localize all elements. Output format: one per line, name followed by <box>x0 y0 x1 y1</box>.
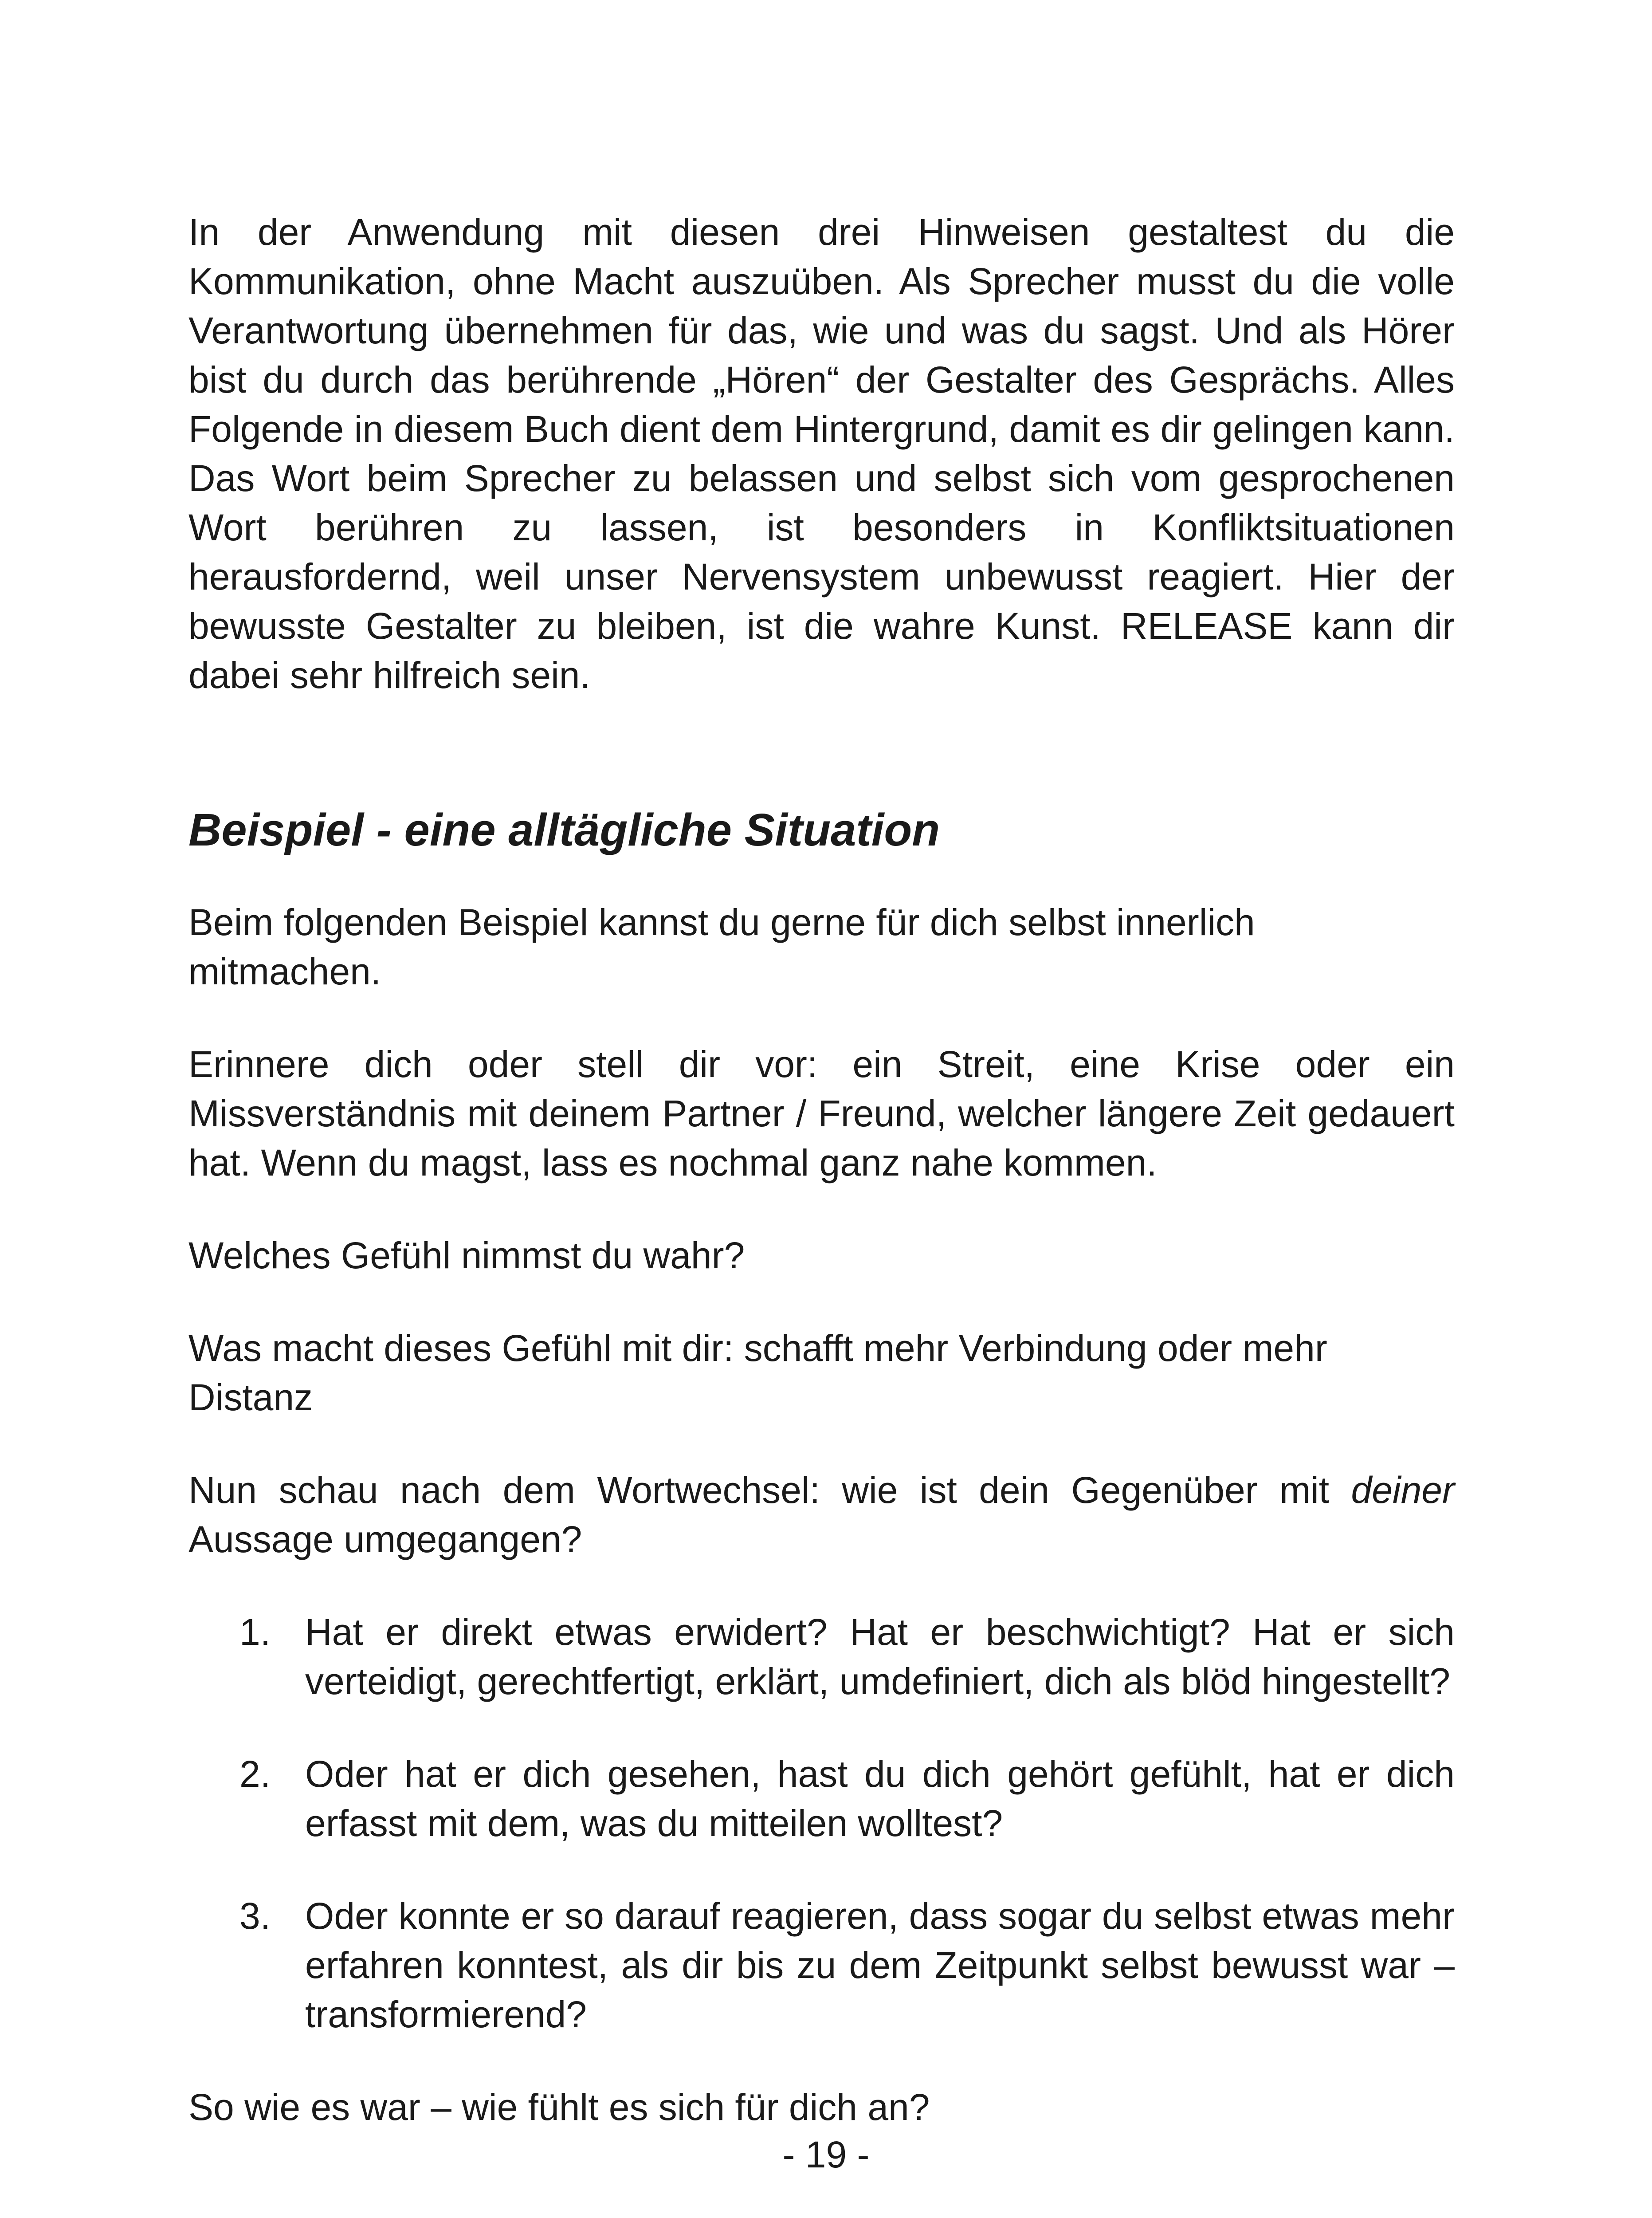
page-body <box>188 208 1455 2132</box>
list-item <box>188 1892 1455 2039</box>
intro-paragraph: In der Anwendung mit diesen drei Hinweisen gestaltest du die Kommunikation, ohne Macht auszuüben. Als Sprecher musst du die volle Verantwortung übernehmen für das, wie und was du sagst. Und als Hörer bist du durch das berührende „Hören“ der Gestalter des Gesprächs. Alles Folgende in diesem Buch dient dem Hintergrund, damit es dir gelingen kann. Das Wort beim Sprecher zu belassen und selbst sich vom gesprochenen Wort berühren zu lassen, ist besonders in Konfliktsituationen herausfordernd, weil unser Nervensystem unbewusst reagiert. Hier der bewusste Gestalter zu bleiben, ist die wahre Kunst. RELEASE kann dir dabei sehr hilfreich sein. <box>188 211 1455 696</box>
section-heading: Beispiel - eine alltägliche Situation <box>188 804 940 855</box>
paragraph-5-emphasis: deiner <box>1351 1469 1455 1511</box>
numbered-list <box>188 1608 1455 2039</box>
list-item-text: Oder hat er dich gesehen, hast du dich gehört gefühlt, hat er dich erfasst mit dem, was du mitteilen wolltest? <box>305 1753 1455 1844</box>
list-item <box>188 1750 1455 1848</box>
paragraph-3: Welches Gefühl nimmst du wahr? <box>188 1235 745 1276</box>
list-item <box>188 1608 1455 1706</box>
paragraph-4: Was macht dieses Gefühl mit dir: schafft mehr Verbindung oder mehr Distanz <box>188 1327 1327 1418</box>
page-number: - 19 - <box>782 2134 870 2175</box>
list-item-number: 1. <box>239 1611 271 1653</box>
paragraph-5 <box>188 1466 1455 1564</box>
paragraph-2: Erinnere dich oder stell dir vor: ein Streit, eine Krise oder ein Missverständnis mit deinem Partner / Freund, welcher längere Zeit gedauert hat. Wenn du magst, lass es nochmal ganz nahe kommen. <box>188 1043 1455 1184</box>
paragraph-5-text-before: Nun schau nach dem Wortwechsel: wie ist dein Gegenüber mit <box>188 1469 1351 1511</box>
list-item-number: 2. <box>239 1753 271 1795</box>
paragraph-1: Beim folgenden Beispiel kannst du gerne für dich selbst innerlich mitmachen. <box>188 901 1255 992</box>
closing-question: So wie es war – wie fühlt es sich für dich an? <box>188 2086 930 2128</box>
paragraph-5-text-after: Aussage umgegangen? <box>188 1518 582 1560</box>
list-item-text: Oder konnte er so darauf reagieren, dass sogar du selbst etwas mehr erfahren konntest, als dir bis zu dem Zeitpunkt selbst bewusst war – transformierend? <box>305 1895 1455 2035</box>
list-item-text: Hat er direkt etwas erwidert? Hat er beschwichtigt? Hat er sich verteidigt, gerechtfertigt, erklärt, umdefiniert, dich als blöd hingestellt? <box>305 1611 1455 1702</box>
list-item-number: 3. <box>239 1895 271 1937</box>
